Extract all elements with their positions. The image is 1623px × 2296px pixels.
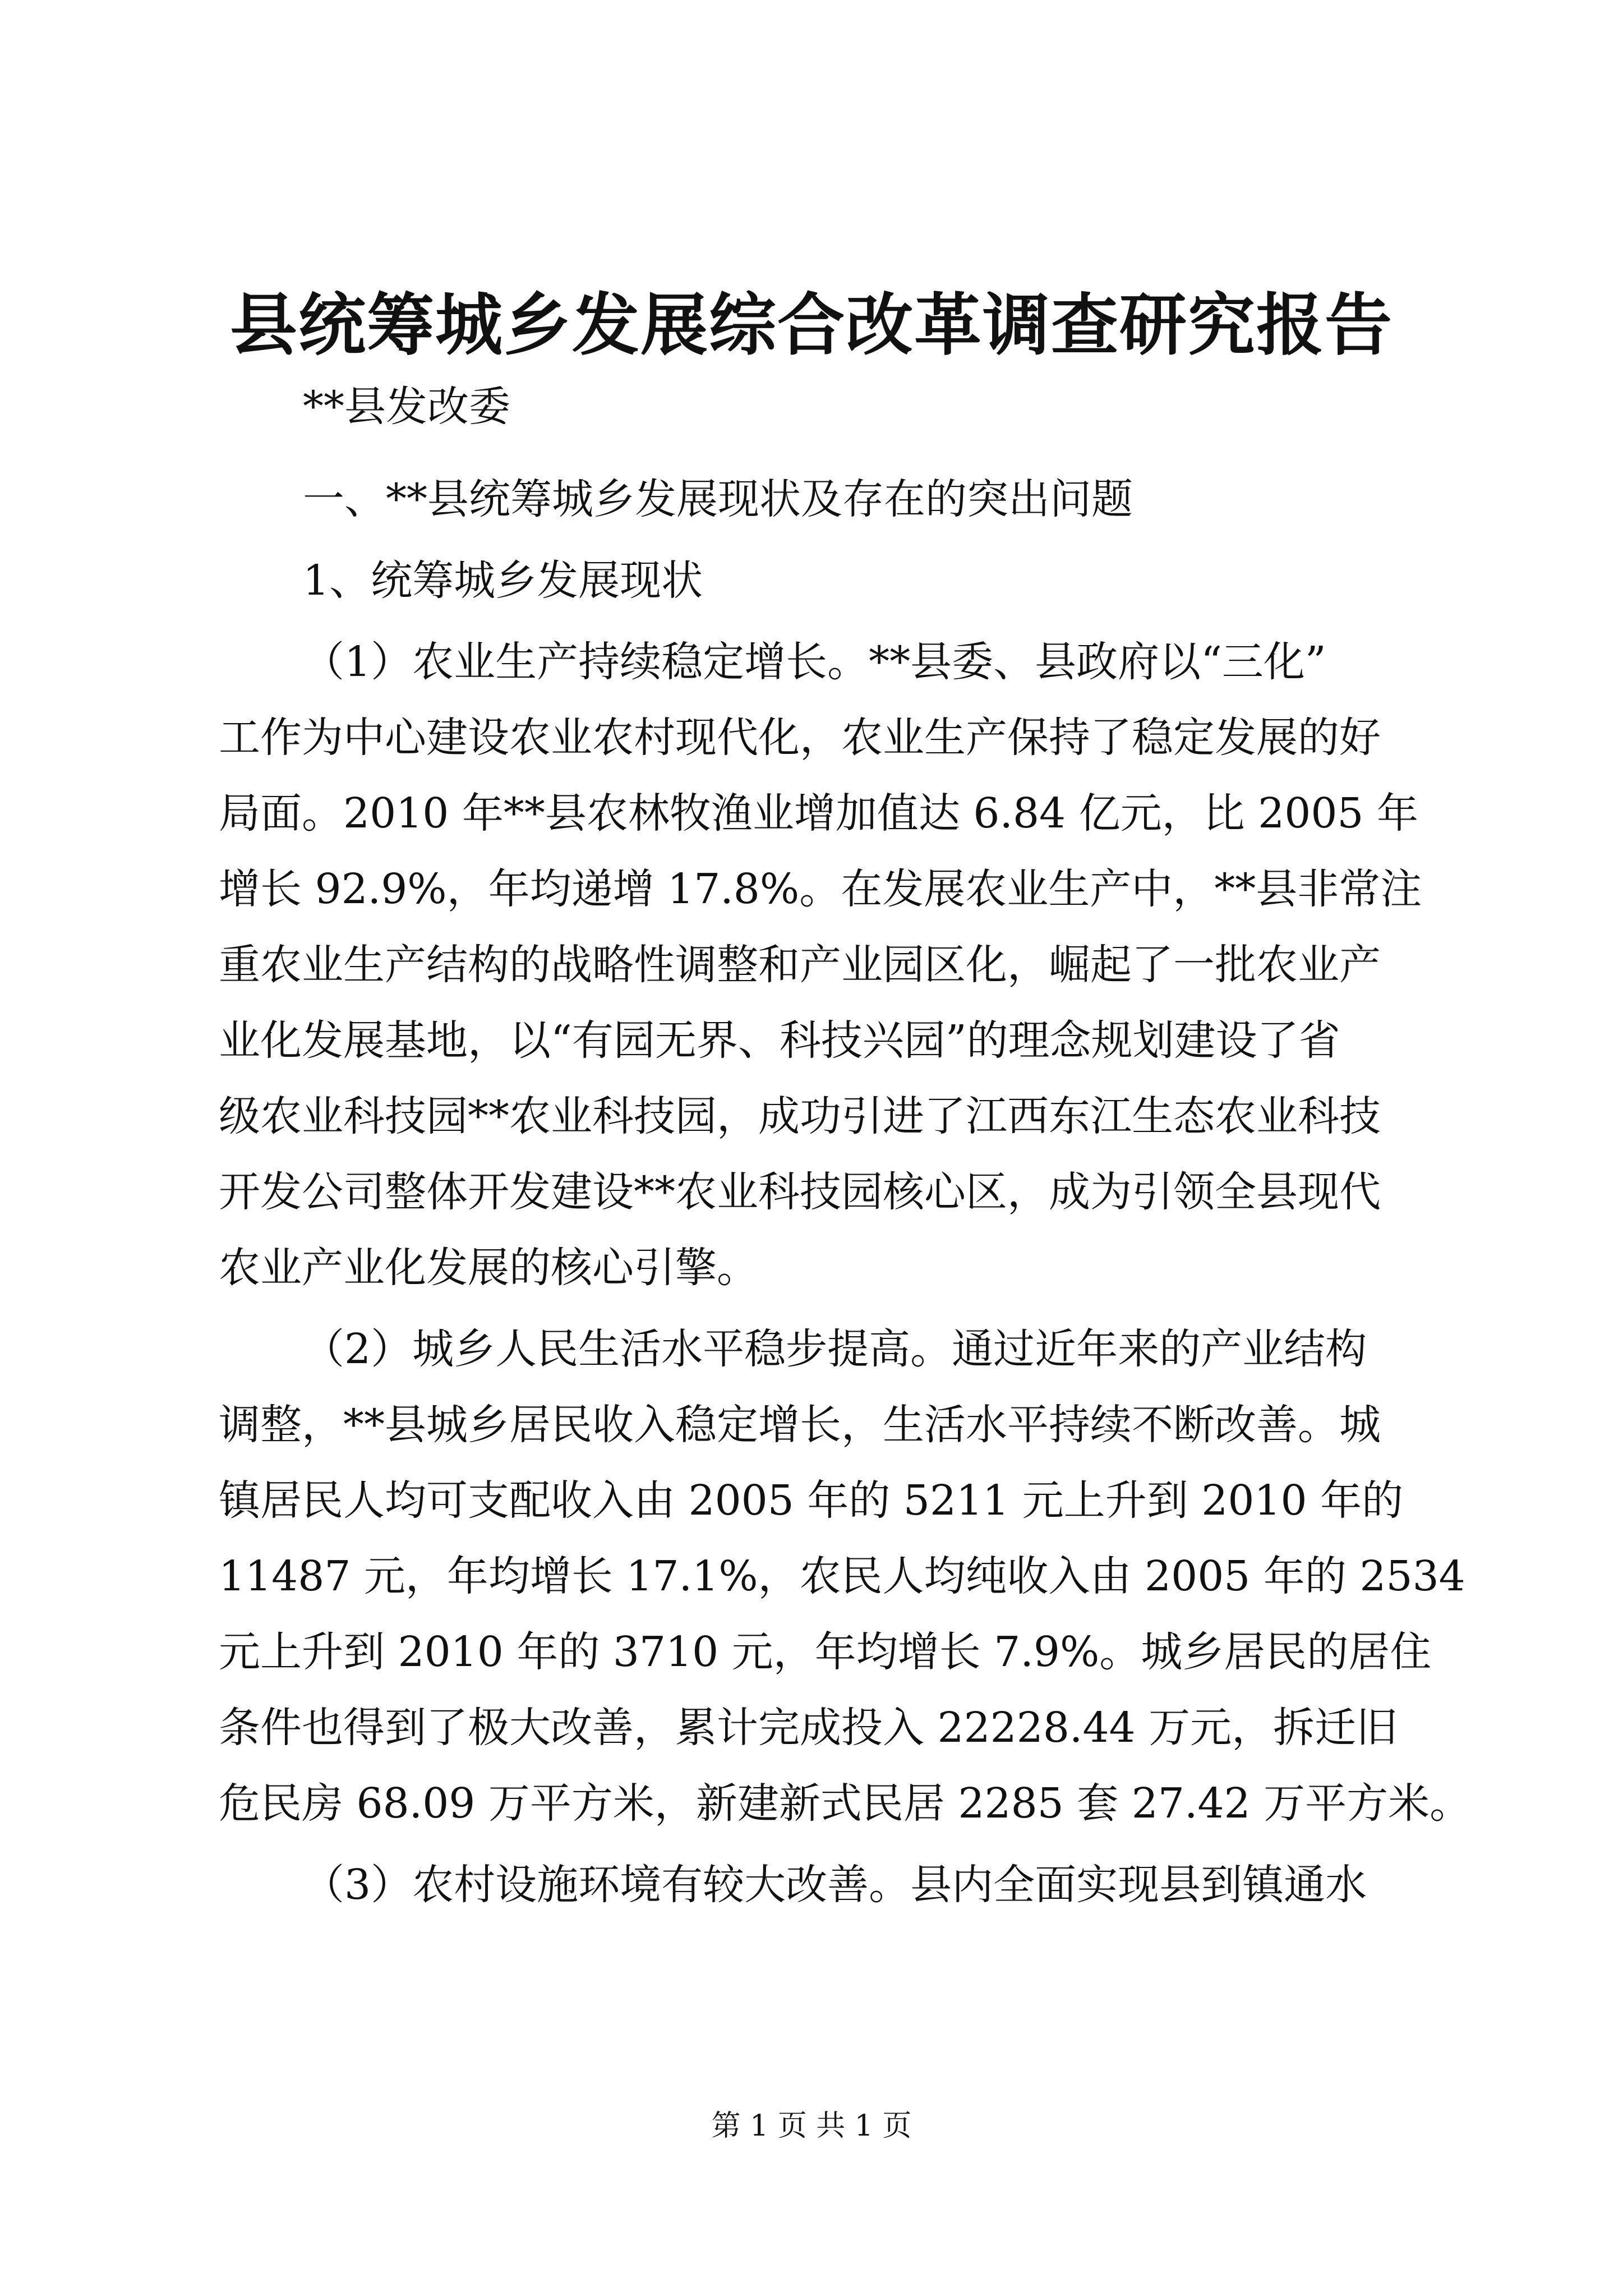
paragraph-2-line-4: 11487 元，年均增长 17.1%，农民人均纯收入由 2005 年的 2534 <box>219 1552 1465 1600</box>
paragraph-2-line-7: 危民房 68.09 万平方米，新建新式民居 2285 套 27.42 万平方米。 <box>219 1779 1472 1828</box>
paragraph-1-line-3: 局面。2010 年**县农林牧渔业增加值达 6.84 亿元，比 2005 年 <box>219 789 1419 838</box>
paragraph-1-line-7: 级农业科技园**农业科技园，成功引进了江西东江生态农业科技 <box>219 1092 1381 1140</box>
author-line: **县发改委 <box>303 383 510 431</box>
paragraph-2-line-5: 元上升到 2010 年的 3710 元，年均增长 7.9%。城乡居民的居住 <box>219 1628 1432 1676</box>
paragraph-2-line-3: 镇居民人均可支配收入由 2005 年的 5211 元上升到 2010 年的 <box>219 1476 1404 1525</box>
paragraph-1-line-2: 工作为中心建设农业农村现代化，农业生产保持了稳定发展的好 <box>219 714 1381 762</box>
section-heading: 一、**县统筹城乡发展现状及存在的突出问题 <box>303 475 1133 523</box>
paragraph-1-line-9: 农业产业化发展的核心引擎。 <box>219 1244 758 1292</box>
paragraph-1-line-4: 增长 92.9%，年均递增 17.8%。在发展农业生产中，**县非常注 <box>219 865 1422 913</box>
page-footer: 第 1 页 共 1 页 <box>711 2109 912 2143</box>
paragraph-2-line-6: 条件也得到了极大改善，累计完成投入 22228.44 万元，拆迁旧 <box>219 1704 1398 1752</box>
paragraph-2-line-2: 调整，**县城乡居民收入稳定增长，生活水平持续不断改善。城 <box>219 1401 1381 1449</box>
paragraph-1-line-8: 开发公司整体开发建设**农业科技园核心区，成为引领全县现代 <box>219 1168 1381 1216</box>
document-title: 县统筹城乡发展综合改革调查研究报告 <box>230 286 1393 365</box>
paragraph-1-line-6: 业化发展基地，以“有园无界、科技兴园”的理念规划建设了省 <box>219 1016 1340 1065</box>
paragraph-2-line-1: （2）城乡人民生活水平稳步提高。通过近年来的产业结构 <box>303 1325 1367 1373</box>
subsection-heading: 1、统筹城乡发展现状 <box>303 556 703 605</box>
paragraph-3-line-1: （3）农村设施环境有较大改善。县内全面实现县到镇通水 <box>303 1861 1367 1909</box>
paragraph-1-line-5: 重农业生产结构的战略性调整和产业园区化，崛起了一批农业产 <box>219 941 1381 989</box>
paragraph-1-line-1: （1）农业生产持续稳定增长。**县委、县政府以“三化” <box>303 638 1326 686</box>
